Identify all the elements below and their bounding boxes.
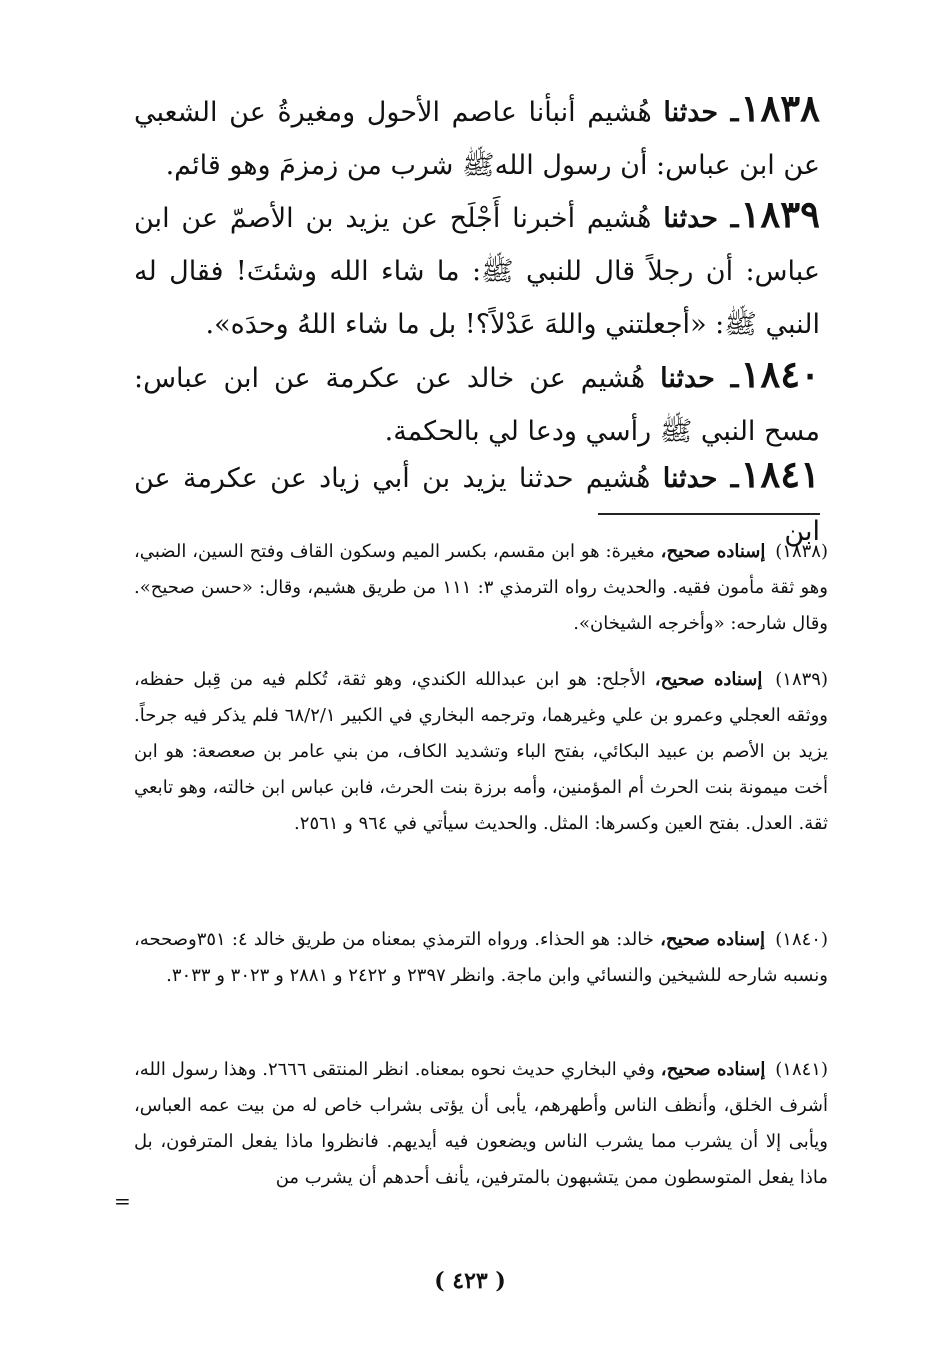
hadith-lead: ـ حدثنا	[662, 463, 739, 494]
hadith-text: هُشيم حدثنا يزيد بن أبي زياد عن عكرمة عن ابن	[134, 463, 820, 547]
hadith-text: هُشيم أخبرنا أَجْلَح عن يزيد بن الأصمّ عن ابن عباس: أن رجلاً قال للنبي ﷺ: ما شاء الله وشئتَ! فقال له النبي ﷺ: «أجعلتني واللهَ عَدْلاً؟! بل ما شاء اللهُ وحدَه».	[134, 203, 820, 340]
footnote-1839	[134, 662, 828, 842]
hadith-text: هُشيم عن خالد عن عكرمة عن ابن عباس: مسح النبي ﷺ رأسي ودعا لي بالحكمة.	[134, 363, 820, 447]
footnote-lead: إسناده صحيح،	[654, 669, 763, 690]
hadith-number: ١٨٤٠	[740, 352, 820, 396]
footnote-number: (١٨٣٩)	[775, 669, 828, 690]
page-number: ( ٤٢٣ )	[434, 1268, 506, 1294]
footnote-text: خالد: هو الحذاء. ورواه الترمذي بمعناه من طريق خالد ٤: ٣٥١وصححه، ونسبه شارحه للشيخين والنسائي وابن ماجة. وانظر ٢٣٩٧ و ٢٤٢٢ و ٢٨٨١ و ٣٠٢٣ و ٣٠٣٣.	[134, 929, 828, 986]
hadith-number: ١٨٣٨	[740, 86, 820, 130]
hadith-lead: ـ حدثنا	[663, 97, 739, 128]
continuation-mark: =	[114, 1189, 131, 1213]
hadith-number: ١٨٣٩	[740, 192, 820, 236]
footnote-lead: إسناده صحيح،	[660, 1059, 766, 1080]
footnote-number: (١٨٤١)	[775, 1059, 828, 1080]
footnote-1840	[134, 922, 828, 994]
footnote-divider	[598, 513, 820, 515]
footnote-text: الأجلح: هو ابن عبدالله الكندي، وهو ثقة، تُكلم فيه من قِبل حفظه، ووثقه العجلي وعمرو بن علي وغيرهما، وترجمه البخاري في الكبير ٦٨/٢/١ فلم يذكر فيه جرحاً. يزيد بن الأصم بن عبيد البكائي، بفتح الباء وتشديد الكاف، من بني عامر بن صعصعة: هو ابن أخت ميمونة بنت الحرث أم المؤمنين، وأمه برزة بنت الحرث، فابن عباس ابن خالته، وهو تابعي ثقة. العدل. بفتح العين وكسرها: المثل. والحديث سيأتي في ٩٦٤ و ٢٥٦١.	[134, 669, 829, 834]
footnote-number: (١٨٣٨)	[775, 541, 828, 562]
footnote-1838	[134, 534, 828, 642]
hadith-1838	[134, 82, 820, 192]
footnote-text: مغيرة: هو ابن مقسم، بكسر الميم وسكون القاف وفتح السين، الضبي، وهو ثقة مأمون فقيه. والحديث رواه الترمذي ٣: ١١١ من طريق هشيم، وقال: «حسن صحيح». وقال شارحه: «وأخرجه الشيخان».	[134, 541, 828, 634]
hadith-1840	[134, 348, 820, 458]
hadith-lead: ـ حدثنا	[663, 203, 739, 234]
hadith-1839	[134, 188, 820, 351]
footnote-1841	[134, 1052, 828, 1196]
footnote-lead: إسناده صحيح،	[660, 929, 766, 950]
hadith-number: ١٨٤١	[740, 452, 821, 496]
footnote-text: وفي البخاري حديث نحوه بمعناه. انظر المنتقى ٢٦٦٦. وهذا رسول الله، أشرف الخلق، وأنظف الناس وأطهرهم، يأبى أن يؤتى بشراب خاص له من بيت عمه العباس، ويأبى إلا أن يشرب مما يشرب الناس ويضعون فيه أيديهم. فانظروا ماذا يفعل المترفون، بل ماذا يفعل المتوسطون ممن يتشبهون بالمترفين، يأنف أحدهم أن يشرب من	[134, 1059, 828, 1188]
hadith-lead: ـ حدثنا	[660, 363, 739, 394]
footnote-lead: إسناده صحيح،	[660, 541, 766, 562]
hadith-text: هُشيم أنبأنا عاصم الأحول ومغيرةُ عن الشعبي عن ابن عباس: أن رسول اللهﷺ شرب من زمزمَ وهو قائم.	[134, 97, 820, 181]
footnote-number: (١٨٤٠)	[775, 929, 828, 950]
